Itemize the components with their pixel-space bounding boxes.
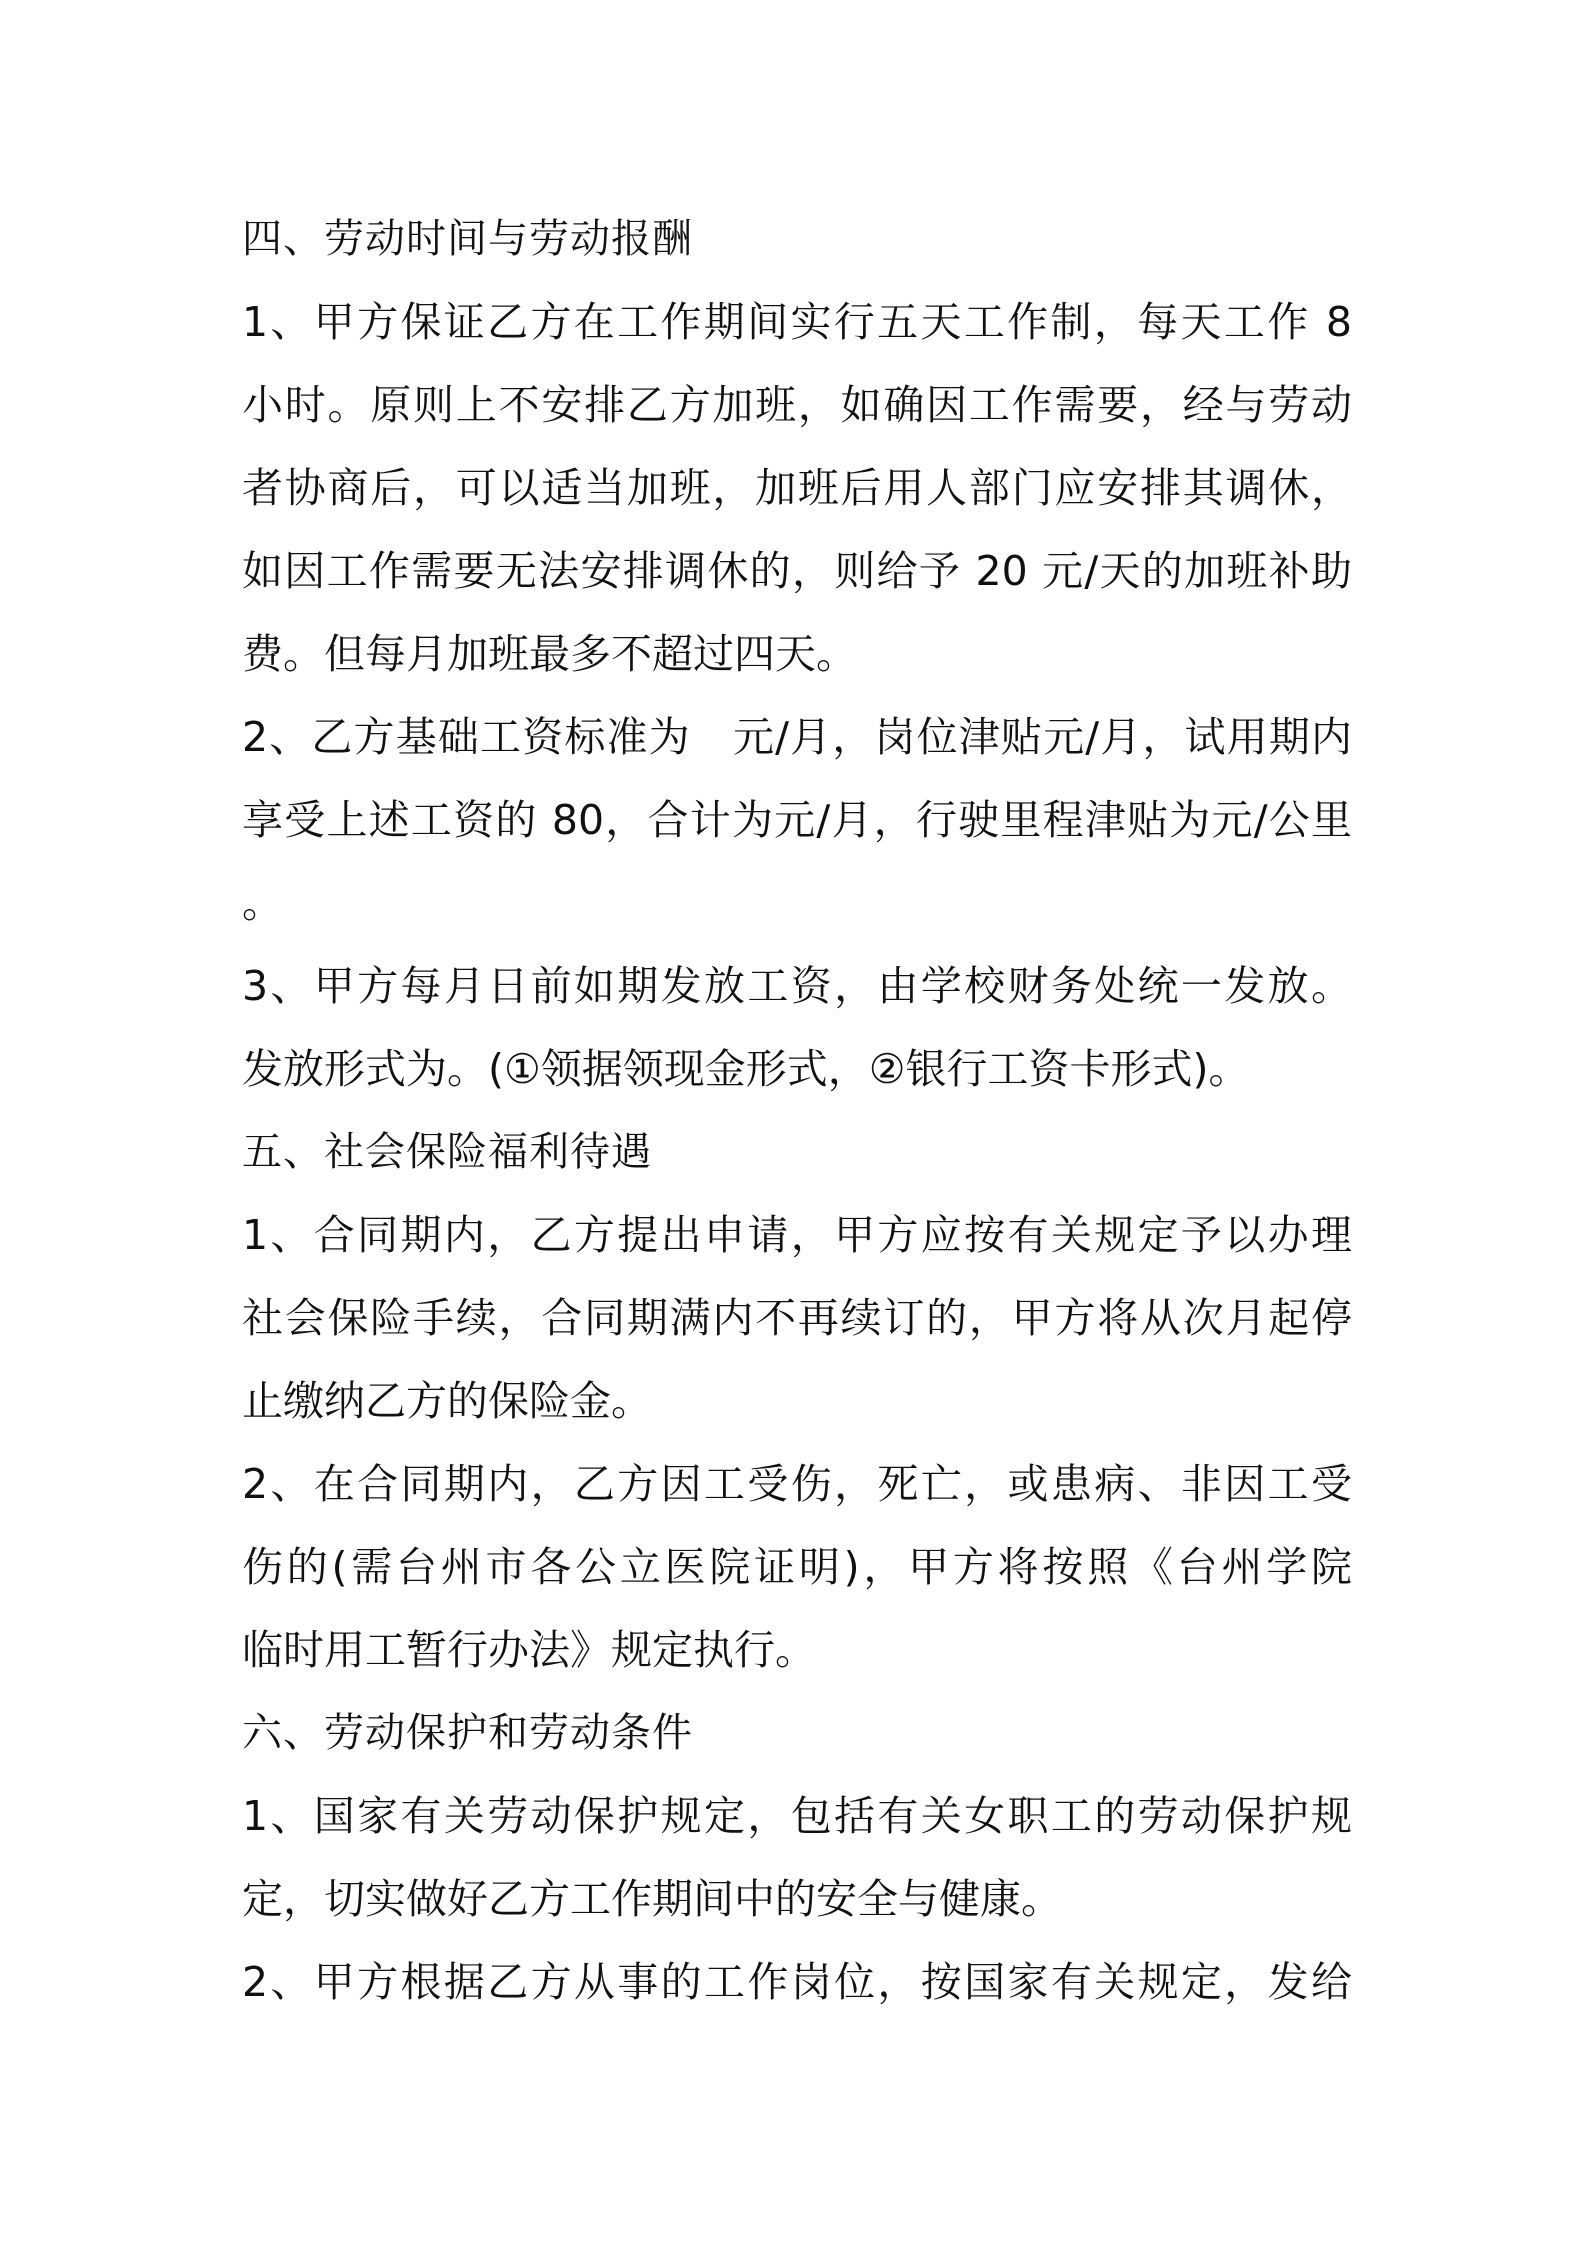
paragraph-line: 者协商后，可以适当加班，加班后用人部门应安排其调休， [242,464,1352,512]
paragraph-line: 1、国家有关劳动保护规定，包括有关女职工的劳动保护规 [242,1792,1352,1840]
paragraph-line: 。 [242,879,283,927]
paragraph-line: 费。但每月加班最多不超过四天。 [242,630,857,678]
paragraph-line: 小时。原则上不安排乙方加班，如确因工作需要，经与劳动 [242,381,1352,429]
section-heading-6: 六、劳动保护和劳动条件 [242,1710,693,1756]
paragraph-line: 临时用工暂行办法》规定执行。 [242,1626,816,1674]
section-heading-4: 四、劳动时间与劳动报酬 [242,216,693,262]
paragraph-line: 2、乙方基础工资标准为 元/月，岗位津贴元/月，试用期内 [242,713,1352,761]
paragraph-line: 社会保险手续，合同期满内不再续订的，甲方将从次月起停 [242,1294,1352,1342]
paragraph-line: 发放形式为。(①领据领现金形式，②银行工资卡形式)。 [242,1045,1250,1093]
paragraph-line: 2、甲方根据乙方从事的工作岗位，按国家有关规定，发给 [242,1958,1352,2006]
document-body [242,198,1352,2024]
section-heading-5: 五、社会保险福利待遇 [242,1129,652,1175]
paragraph-line: 如因工作需要无法安排调休的，则给予 20 元/天的加班补助 [242,547,1352,595]
paragraph-line: 享受上述工资的 80，合计为元/月，行驶里程津贴为元/公里 [242,796,1352,844]
paragraph-line: 止缴纳乙方的保险金。 [242,1377,652,1425]
paragraph-line: 1、合同期内，乙方提出申请，甲方应按有关规定予以办理 [242,1211,1352,1259]
paragraph-line: 1、甲方保证乙方在工作期间实行五天工作制，每天工作 8 [242,298,1352,346]
paragraph-line: 3、甲方每月日前如期发放工资，由学校财务处统一发放。 [242,962,1352,1010]
paragraph-line: 2、在合同期内，乙方因工受伤，死亡，或患病、非因工受 [242,1460,1352,1508]
paragraph-line: 定，切实做好乙方工作期间中的安全与健康。 [242,1875,1062,1923]
paragraph-line: 伤的(需台州市各公立医院证明)，甲方将按照《台州学院 [242,1543,1352,1591]
